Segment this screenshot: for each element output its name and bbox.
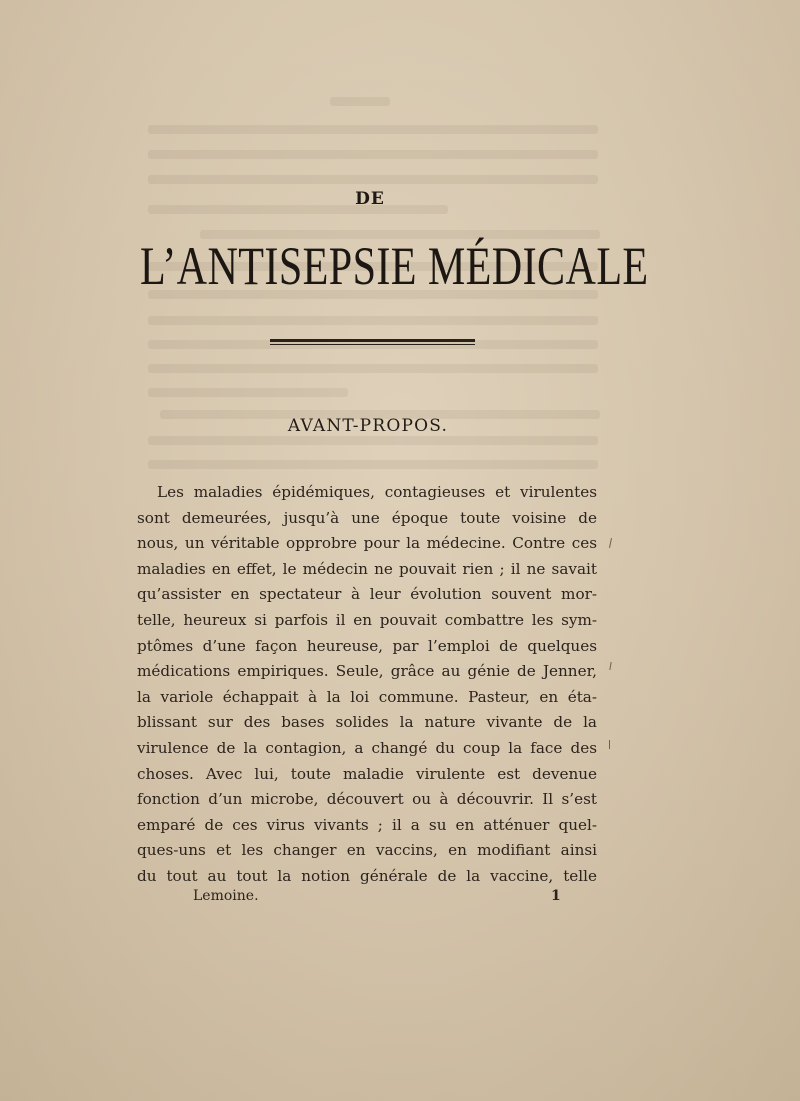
paragraph-line: ques-uns et les changer en vaccins, en modifiant ainsi [137, 841, 597, 860]
margin-pencil-mark [609, 538, 612, 548]
document-title: L’ANTISEPSIE MÉDICALE [140, 236, 649, 296]
paragraph-line: qu’assister en spectateur à leur évolution souvent mor- [137, 585, 597, 604]
heading-preposition: DE [355, 189, 385, 209]
divider-thick-line [270, 339, 475, 342]
paragraph-line: emparé de ces virus vivants ; il a su en atténuer quel- [137, 815, 597, 834]
paragraph-line: maladies en effet, le médecin ne pouvait rien ; il ne savait [137, 559, 597, 578]
paragraph-line: ptômes d’une façon heureuse, par l’emploi de quelques [137, 636, 597, 655]
margin-pencil-mark [609, 740, 610, 749]
footer-signature: Lemoine. [193, 888, 259, 904]
divider-thin-line [270, 344, 475, 345]
paragraph-line: fonction d’un microbe, découvert ou à découvrir. Il s’est [137, 790, 597, 809]
section-heading: AVANT-PROPOS. [287, 416, 449, 436]
paragraph-line: sont demeurées, jusqu’à une époque toute voisine de [137, 508, 597, 527]
title-divider [270, 339, 475, 348]
paragraph-line: choses. Avec lui, toute maladie virulente est devenue [137, 764, 597, 783]
paragraph-line: virulence de la contagion, a changé du coup la face des [137, 738, 597, 757]
paragraph-line: la variole échappait à la loi commune. Pasteur, en éta- [137, 687, 597, 706]
body-paragraph [137, 480, 597, 890]
paragraph-line: blissant sur des bases solides la nature vivante de la [137, 713, 597, 732]
paragraph-line: du tout au tout la notion générale de la vaccine, telle [137, 866, 597, 885]
paragraph-line: telle, heureux si parfois il en pouvait combattre les sym- [137, 610, 597, 629]
paragraph-line: nous, un véritable opprobre pour la médecine. Contre ces [137, 534, 597, 553]
margin-pencil-mark [609, 662, 611, 670]
page-number: 1 [551, 888, 561, 904]
paragraph-line: médications empiriques. Seule, grâce au génie de Jenner, [137, 662, 597, 681]
paragraph-line: Les maladies épidémiques, contagieuses et virulentes [157, 483, 597, 501]
